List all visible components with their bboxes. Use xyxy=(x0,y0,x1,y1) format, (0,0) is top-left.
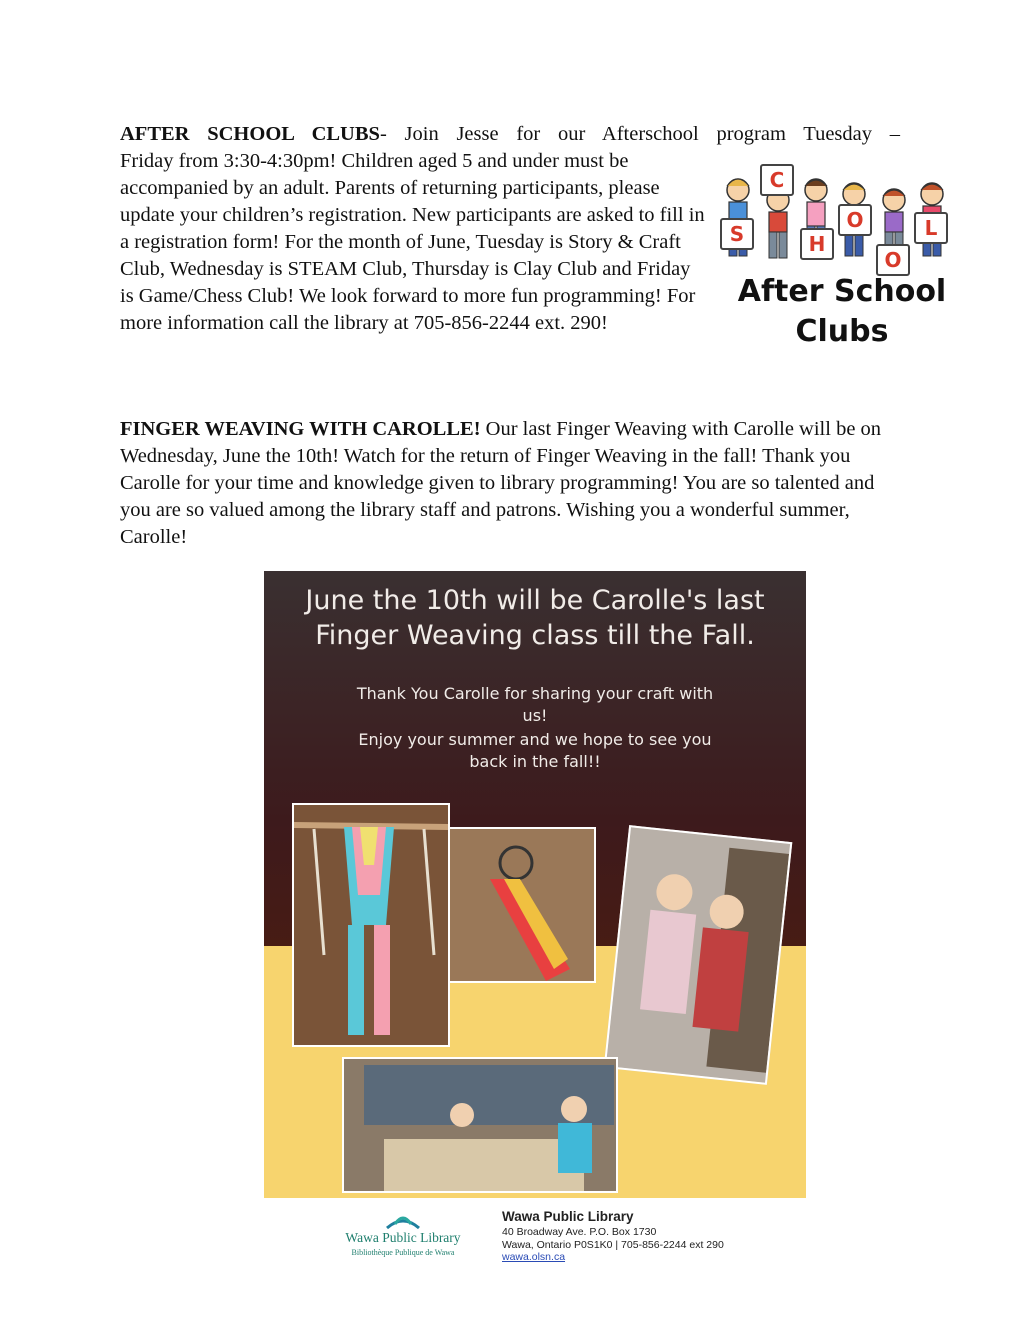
letter-card-l: L xyxy=(914,212,948,244)
poster-headline-line2: Finger Weaving class till the Fall. xyxy=(315,620,755,651)
library-website-link[interactable]: wawa.olsn.ca xyxy=(502,1251,566,1263)
finger-weaving-heading: FINGER WEAVING WITH CAROLLE! xyxy=(120,418,481,440)
poster-enjoy-line1: Enjoy your summer and we hope to see you xyxy=(358,730,712,749)
library-contact xyxy=(502,1208,724,1264)
logo-library-name: Wawa Public Library xyxy=(345,1230,461,1245)
after-school-clubs-heading: AFTER SCHOOL CLUBS xyxy=(120,123,380,145)
finger-weaving-body: Our last Finger Weaving with Carolle will be on Wednesday, June the 10th! Watch for the return of Finger Weaving in the fall! Thank you Carolle for your time and knowledge given to library programming! You are so talented and you are so valued among the library staff and patrons. Wishing you a wonderful summer, Carolle! xyxy=(120,418,882,548)
asc-title-line1: After School xyxy=(737,274,947,309)
poster-enjoy-line2: back in the fall!! xyxy=(469,752,601,771)
after-school-clubs-intro: - Join Jesse for our Afterschool program Tuesday – xyxy=(379,123,901,145)
poster-thanks xyxy=(264,683,806,727)
library-name: Wawa Public Library xyxy=(502,1209,634,1224)
letter-card-o1: O xyxy=(838,204,872,236)
letter-card-h: H xyxy=(800,228,834,260)
library-city-phone: Wawa, Ontario P0S1K0 | 705-856-2244 ext 290 xyxy=(502,1238,724,1251)
women-photo xyxy=(604,825,793,1085)
book-leaf-icon xyxy=(383,1210,423,1232)
letter-card-o2: O xyxy=(876,244,910,276)
weaving-photo-2 xyxy=(448,827,596,983)
after-school-clubs-title xyxy=(732,272,952,352)
library-address: 40 Broadway Ave. P.O. Box 1730 xyxy=(502,1226,657,1238)
letter-card-s: S xyxy=(720,218,754,250)
after-school-clubs-body: Friday from 3:30-4:30pm! Children aged 5 and under must be accompanied by an adult. Parents of returning participants, please update your children’s registration. New participants are asked to fill in a registration form! For the month of June, Tuesday is Story & Craft Club, Wednesday is STEAM Club, Thursday is Clay Club and Friday is Game/Chess Club! We look forward to more fun programming! For more information call the library at 705-856-2244 ext. 290! xyxy=(120,150,705,334)
poster-headline xyxy=(264,583,806,653)
wawa-library-logo xyxy=(338,1210,468,1270)
poster-thanks-line1: Thank You Carolle for sharing your craft with xyxy=(356,684,714,703)
after-school-clubs-logo xyxy=(712,160,956,360)
logo-library-name-fr: Bibliothèque Publique de Wawa xyxy=(351,1248,455,1257)
finger-weaving-paragraph xyxy=(120,416,910,551)
letter-card-c: C xyxy=(760,164,794,196)
poster-headline-line1: June the 10th will be Carolle's last xyxy=(305,585,765,616)
library-photo xyxy=(342,1057,618,1193)
finger-weaving-poster xyxy=(264,571,806,1198)
poster-enjoy xyxy=(264,729,806,773)
weaving-photo-1 xyxy=(292,803,450,1047)
asc-title-line2: Clubs xyxy=(795,314,889,349)
poster-thanks-line2: us! xyxy=(522,706,548,725)
